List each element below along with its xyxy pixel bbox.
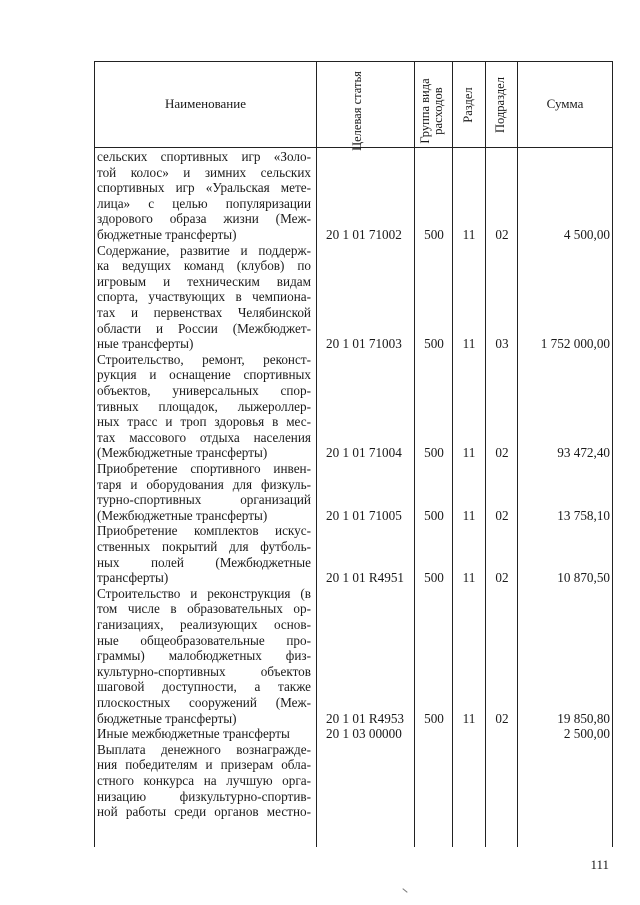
col-border-group: [452, 61, 453, 847]
row-name-line: рукция и оснащение спортивных: [97, 367, 311, 383]
row-sum: 93 472,40: [557, 445, 610, 461]
row-name-line: тах массового отдыха населения: [97, 429, 311, 445]
row-subsection: 02: [495, 710, 509, 726]
row-name-line: стного конкурса на лучшую орга-: [97, 773, 311, 788]
row-target-code: 20 1 01 71005: [326, 507, 402, 523]
row-name-line: том числе в образовательных ор-: [97, 601, 311, 617]
row-sum: 10 870,50: [557, 570, 610, 586]
row-section: 11: [462, 507, 476, 523]
row-name-line: шаговой доступности, а также: [97, 679, 311, 695]
row-sum: 2 500,00: [563, 726, 610, 742]
row-name-line: области и России (Межбюджет-: [97, 320, 311, 336]
row-target-code: 20 1 01 R4953: [326, 710, 405, 726]
row-sum: 4 500,00: [563, 227, 610, 242]
header-subsection: Подраздел: [493, 77, 507, 133]
row-name-line: сельских спортивных игр «Золо-: [97, 149, 311, 164]
row-subsection: 02: [495, 507, 509, 523]
row-name-line: бюджетные трансферты): [97, 227, 237, 242]
scan-mark: [402, 888, 407, 893]
row-name-line: ка ведущих команд (клубов) по: [97, 258, 311, 274]
col-border-name: [316, 61, 317, 847]
row-name-line: ния победителям и призерам обла-: [97, 757, 311, 773]
row-target-code: 20 1 01 71004: [326, 445, 402, 461]
col-border-subsection: [517, 61, 518, 847]
row-name-line: Строительство, ремонт, реконст-: [97, 351, 311, 367]
row-subsection: 03: [495, 336, 509, 352]
col-border-target: [414, 61, 415, 847]
header-group: Группа вида расходов: [418, 78, 445, 144]
row-subsection: 02: [495, 227, 509, 242]
col-border-section: [485, 61, 486, 847]
row-group: 500: [424, 710, 444, 726]
row-name-line: ные трансферты): [97, 336, 194, 352]
row-section: 11: [462, 445, 476, 461]
header-section: Раздел: [461, 87, 475, 123]
row-name-line: спорта, участвующих в чемпиона-: [97, 289, 311, 305]
row-target-code: 20 1 03 00000: [326, 726, 402, 742]
col-border-right: [612, 61, 613, 847]
row-name-line: Приобретение комплектов искус-: [97, 523, 311, 539]
row-name-line: ные общеобразовательные про-: [97, 632, 311, 648]
row-name-line: (Межбюджетные трансферты): [97, 445, 268, 461]
row-name-line: тивных площадок, лыжероллер-: [97, 398, 311, 414]
row-target-code: 20 1 01 71003: [326, 336, 402, 352]
row-name-line: бюджетные трансферты): [97, 710, 237, 726]
row-name-line: ственных покрытий для футболь-: [97, 539, 311, 554]
row-name-line: здорового образа жизни (Меж-: [97, 211, 311, 227]
row-name-line: игровым и техническим видам: [97, 273, 311, 289]
page-number: 111: [590, 857, 609, 872]
col-border-left: [94, 61, 95, 847]
row-name-line: объектов, универсальных спор-: [97, 383, 311, 398]
row-name-line: спортивных игр «Уральская мете-: [97, 180, 311, 196]
header-name: Наименование: [165, 96, 246, 111]
row-group: 500: [424, 336, 444, 352]
row-group: 500: [424, 570, 444, 586]
row-name-line: тах и первенствах Челябинской: [97, 305, 311, 320]
row-name-line: турно-спортивных организаций: [97, 492, 311, 508]
row-name-line: лица» с целью популяризации: [97, 195, 311, 211]
header-target: Целевая статья: [350, 71, 364, 151]
row-section: 11: [462, 227, 476, 242]
row-name-line: Содержание, развитие и поддерж-: [97, 242, 311, 258]
row-section: 11: [462, 710, 476, 726]
row-subsection: 02: [495, 570, 509, 586]
row-name-line: культурно-спортивных объектов: [97, 663, 311, 679]
row-sum: 13 758,10: [557, 507, 610, 523]
row-name-line: Выплата денежного вознагражде-: [97, 741, 311, 757]
row-name-line: ных полей (Межбюджетные: [97, 554, 311, 570]
row-name-line: ной работы среди органов местно-: [97, 804, 311, 820]
row-subsection: 02: [495, 445, 509, 461]
row-name-line: ных трасс и троп здоровья в мес-: [97, 414, 311, 430]
row-group: 500: [424, 445, 444, 461]
row-target-code: 20 1 01 71002: [326, 227, 402, 242]
row-name-line: Приобретение спортивного инвен-: [97, 461, 311, 476]
row-name-line: плоскостных сооружений (Меж-: [97, 695, 311, 710]
header-sum: Сумма: [546, 96, 584, 111]
row-group: 500: [424, 507, 444, 523]
row-section: 11: [462, 336, 476, 352]
row-sum: 1 752 000,00: [540, 336, 610, 352]
row-name-line: Иные межбюджетные трансферты: [97, 726, 290, 742]
row-name-line: Строительство и реконструкция (в: [97, 585, 311, 601]
row-section: 11: [462, 570, 476, 586]
row-name-line: той колос» и зимних сельских: [97, 164, 311, 180]
row-group: 500: [424, 227, 444, 242]
row-target-code: 20 1 01 R4951: [326, 570, 405, 586]
row-name-line: граммы) малобюджетных физ-: [97, 648, 311, 664]
row-name-line: таря и оборудования для физкуль-: [97, 476, 311, 492]
row-name-line: низацию физкультурно-спортив-: [97, 788, 311, 804]
row-sum: 19 850,80: [557, 710, 610, 726]
row-name-line: (Межбюджетные трансферты): [97, 507, 268, 523]
row-name-line: трансферты): [97, 570, 169, 586]
table-top-border: [94, 61, 613, 62]
row-name-line: ганизациях, реализующих основ-: [97, 617, 311, 632]
